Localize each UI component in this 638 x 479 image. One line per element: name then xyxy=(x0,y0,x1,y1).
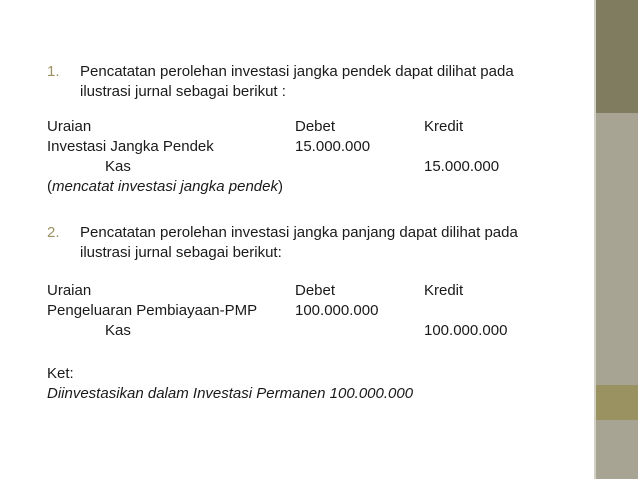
section2-number: 2. xyxy=(47,224,60,241)
section2-row1-debit: 100.000.000 xyxy=(295,302,379,319)
section1-header-debet: Debet xyxy=(295,118,336,135)
section1-header-uraian: Uraian xyxy=(47,118,92,135)
section1-note-italic: mencatat investasi jangka pendek xyxy=(52,178,278,195)
section1-row1-debit: 15.000.000 xyxy=(295,138,371,155)
section1-row2-credit: 15.000.000 xyxy=(424,158,500,175)
section2-header-uraian: Uraian xyxy=(47,282,92,299)
section1-row2-account: Kas xyxy=(105,158,131,175)
section2-text-line2: ilustrasi jurnal sebagai berikut: xyxy=(80,244,282,261)
decor-band-accent xyxy=(596,385,638,420)
section1-row1-account: Investasi Jangka Pendek xyxy=(47,138,214,155)
section1-header-kredit: Kredit xyxy=(424,118,464,135)
section2-header-kredit: Kredit xyxy=(424,282,464,299)
section2-row2-account: Kas xyxy=(105,322,131,339)
section1-note-close: ) xyxy=(277,178,283,195)
note-text: Diinvestasikan dalam Investasi Permanen 100.000.000 xyxy=(47,385,414,402)
section2-text-line1: Pencatatan perolehan investasi jangka panjang dapat dilihat pada xyxy=(80,224,518,241)
section2-row1-account: Pengeluaran Pembiayaan-PMP xyxy=(47,302,258,319)
section1-text-line2: ilustrasi jurnal sebagai berikut : xyxy=(80,83,286,100)
section2-row2-credit: 100.000.000 xyxy=(424,322,508,339)
decor-band-top xyxy=(596,0,638,113)
decor-band-bottom xyxy=(596,420,638,479)
section2-header-debet: Debet xyxy=(295,282,336,299)
section1-note-open: ( xyxy=(47,178,52,195)
section1-note xyxy=(47,178,283,196)
decor-band-middle xyxy=(596,113,638,385)
section1-text-line1: Pencatatan perolehan investasi jangka pendek dapat dilihat pada xyxy=(80,63,514,80)
section1-number: 1. xyxy=(47,63,60,80)
note-label: Ket: xyxy=(47,365,74,382)
